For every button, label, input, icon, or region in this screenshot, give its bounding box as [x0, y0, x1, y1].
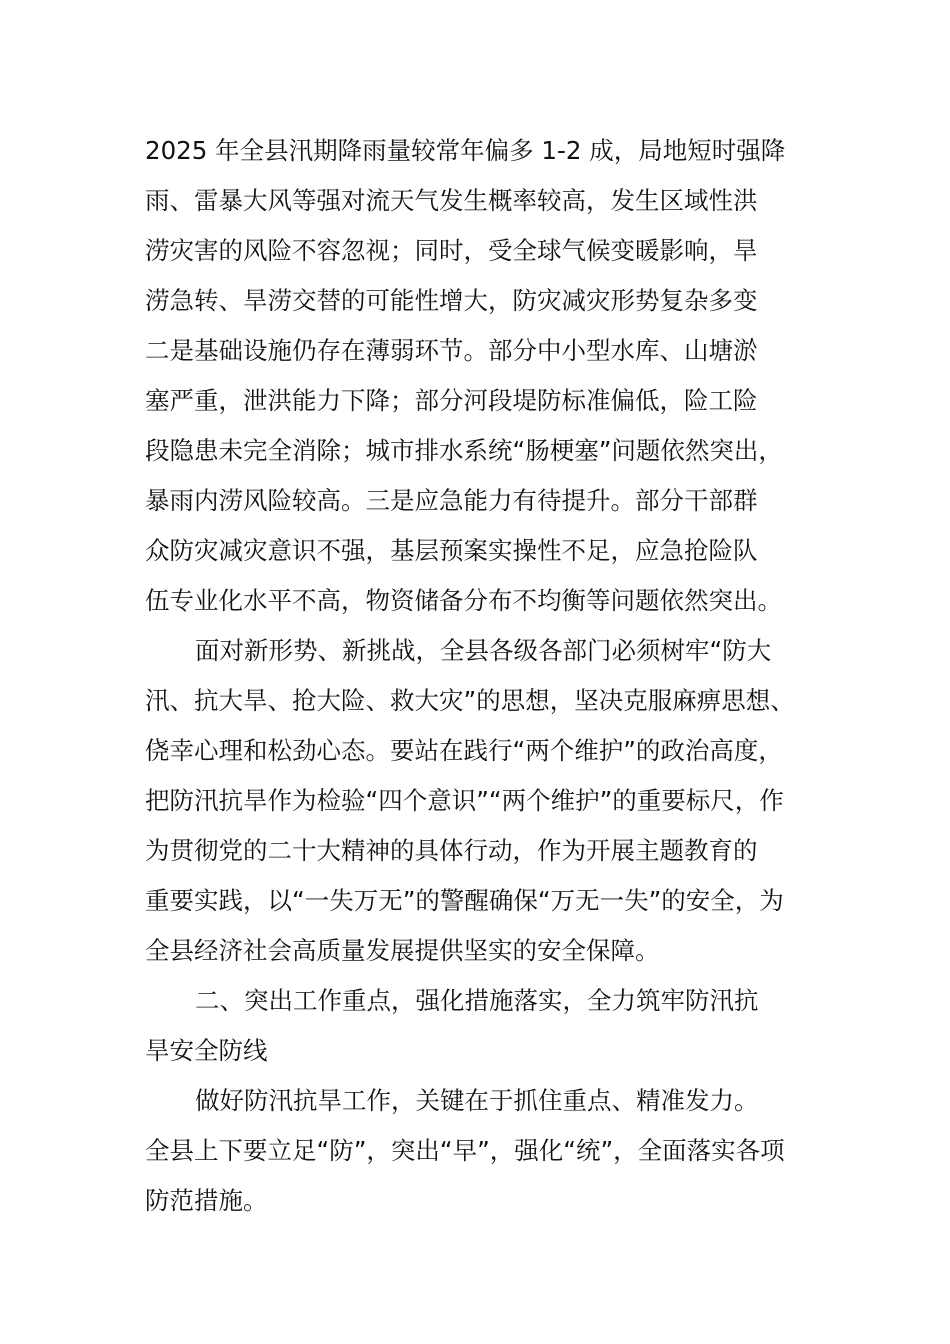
- text-line: 雨、雷暴大风等强对流天气发生概率较高，发生区域性洪: [145, 186, 758, 215]
- text-line: 全县上下要立足“防”，突出“早”，强化“统”，全面落实各项: [145, 1136, 785, 1165]
- text-line: 涝灾害的风险不容忽视；同时，受全球气候变暖影响，旱: [145, 236, 758, 265]
- document-body: [145, 126, 825, 1226]
- text-line: 做好防汛抗旱工作，关键在于抓住重点、精准发力。: [195, 1086, 759, 1115]
- text-line: 众防灾减灾意识不强，基层预案实操性不足，应急抢险队: [145, 536, 758, 565]
- text-line: 涝急转、旱涝交替的可能性增大，防灾减灾形势复杂多变: [145, 286, 758, 315]
- text-line: 伍专业化水平不高，物资储备分布不均衡等问题依然突出。: [145, 586, 782, 615]
- text-line: 旱安全防线: [145, 1036, 268, 1065]
- text-line: 全县经济社会高质量发展提供坚实的安全保障。: [145, 936, 660, 965]
- text-line: 重要实践，以“一失万无”的警醒确保“万无一失”的安全，为: [145, 886, 784, 915]
- text-line: 汛、抗大旱、抢大险、救大灾”的思想，坚决克服麻痹思想、: [145, 686, 795, 715]
- text-line: 面对新形势、新挑战，全县各级各部门必须树牢“防大: [195, 636, 772, 665]
- text-line: 塞严重，泄洪能力下降；部分河段堤防标准偏低，险工险: [145, 386, 758, 415]
- text-line: 为贯彻党的二十大精神的具体行动，作为开展主题教育的: [145, 836, 758, 865]
- text-line: 侥幸心理和松劲心态。要站在践行“两个维护”的政治高度，: [145, 736, 783, 765]
- text-line: 把防汛抗旱作为检验“四个意识”“两个维护”的重要标尺，作: [145, 786, 784, 815]
- text-line: 二是基础设施仍存在薄弱环节。部分中小型水库、山塘淤: [145, 336, 758, 365]
- text-line: 防范措施。: [145, 1186, 268, 1215]
- text-line: 暴雨内涝风险较高。三是应急能力有待提升。部分干部群: [145, 486, 758, 515]
- text-line: 二、突出工作重点，强化措施落实，全力筑牢防汛抗: [195, 986, 759, 1015]
- text-line: 2025 年全县汛期降雨量较常年偏多 1-2 成，局地短时强降: [145, 136, 786, 165]
- text-line: 段隐患未完全消除；城市排水系统“肠梗塞”问题依然突出，: [145, 436, 783, 465]
